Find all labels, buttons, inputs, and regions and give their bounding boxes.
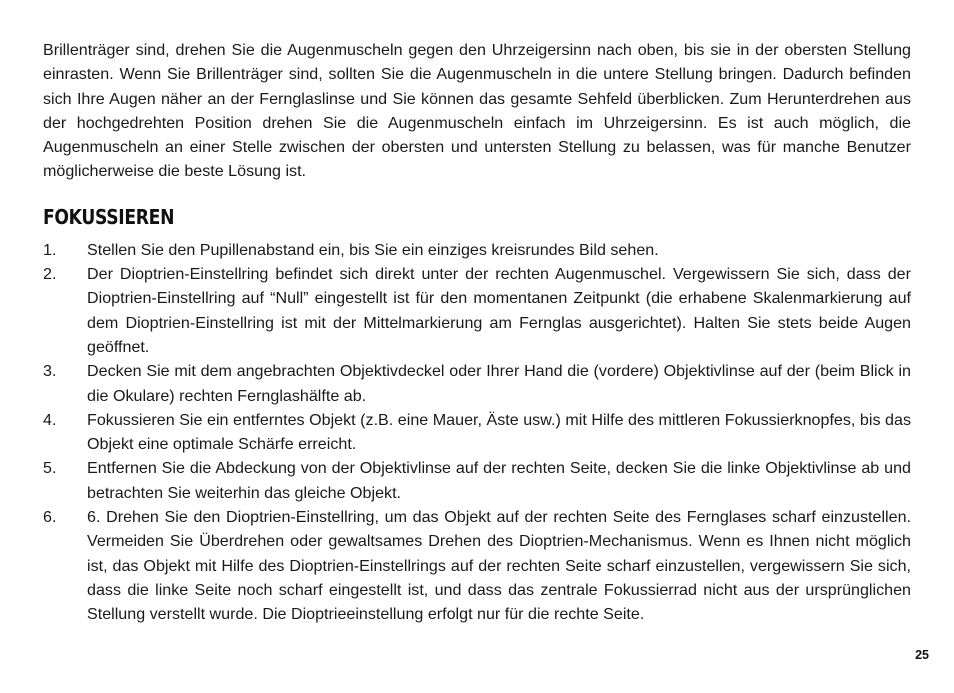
step-number: 2. — [43, 265, 57, 284]
step-text: Decken Sie mit dem angebrachten Objektivdeckel oder Ihrer Hand die (vordere) Objektivlinse auf der (beim Blick in die Okulare) rechten Fernglashälfte ab. — [87, 362, 911, 405]
steps-list — [43, 238, 911, 627]
section-heading: FOKUSSIEREN — [43, 204, 175, 229]
intro-paragraph: Brillenträger sind, drehen Sie die Augenmuscheln gegen den Uhrzeigersinn nach oben, bis sie in der obersten Stellung einrasten. Wenn Sie Brillenträger sind, sollten Sie die Augenmuscheln in die untere Stellung bringen. Dadurch befinden sich Ihre Augen näher an der Fernglaslinse und Sie können das gesamte Sehfeld überblicken. Zum Herunterdrehen aus der hochgedrehten Position drehen Sie die Augenmuscheln einfach im Uhrzeigersinn. Es ist auch möglich, die Augenmuscheln an einer Stelle zwischen der obersten und untersten Stellung zu belassen, was für manche Benutzer möglicherweise die beste Lösung ist. — [43, 41, 911, 181]
step-number: 5. — [43, 459, 57, 478]
step-text: 6. Drehen Sie den Dioptrien-Einstellring, um das Objekt auf der rechten Seite des Fernglases scharf einzustellen. Vermeiden Sie Überdrehen oder gewaltsames Drehen des Dioptrien-Mechanismus. Wenn es Ihnen nicht möglich ist, das Objekt mit Hilfe des Dioptrien-Einstellrings auf der rechten Seite scharf einzustellen, vergewissern Sie sich, dass die linke Seite noch scharf eingestellt ist, und dass das zentrale Fokussierrad nicht aus der ursprünglichen Stellung verstellt wurde. Die Dioptrieeinstellung erfolgt nur für die rechte Seite. — [87, 508, 911, 624]
step-item — [43, 262, 911, 359]
step-text: Fokussieren Sie ein entferntes Objekt (z.B. eine Mauer, Äste usw.) mit Hilfe des mittleren Fokussierknopfes, bis das Objekt eine optimale Schärfe erreicht. — [87, 410, 911, 454]
step-text: Entfernen Sie die Abdeckung von der Objektivlinse auf der rechten Seite, decken Sie die linke Objektivlinse ab und betrachten Sie weiterhin das gleiche Objekt. — [87, 459, 911, 502]
step-number: 1. — [43, 240, 57, 259]
step-item — [43, 505, 911, 626]
step-item — [43, 456, 911, 505]
page-content — [43, 38, 911, 627]
step-item — [43, 359, 911, 408]
step-text: Der Dioptrien-Einstellring befindet sich direkt unter der rechten Augenmuschel. Vergewissern Sie sich, dass der Dioptrien-Einstellring auf “Null” eingestellt ist für den momentanen Zeitpunkt (die erhabene Skalenmarkierung auf dem Dioptrien-Einstellring ist mit der Mittelmarkierung am Fernglas ausgerichtet). Halten Sie stets beide Augen geöffnet. — [87, 265, 911, 356]
step-item — [43, 238, 911, 262]
step-number: 4. — [43, 410, 57, 429]
step-text: Stellen Sie den Pupillenabstand ein, bis Sie ein einziges kreisrundes Bild sehen. — [87, 240, 659, 259]
step-number: 6. — [43, 508, 57, 527]
page-number: 25 — [915, 648, 929, 662]
step-item — [43, 408, 911, 457]
step-number: 3. — [43, 362, 57, 381]
